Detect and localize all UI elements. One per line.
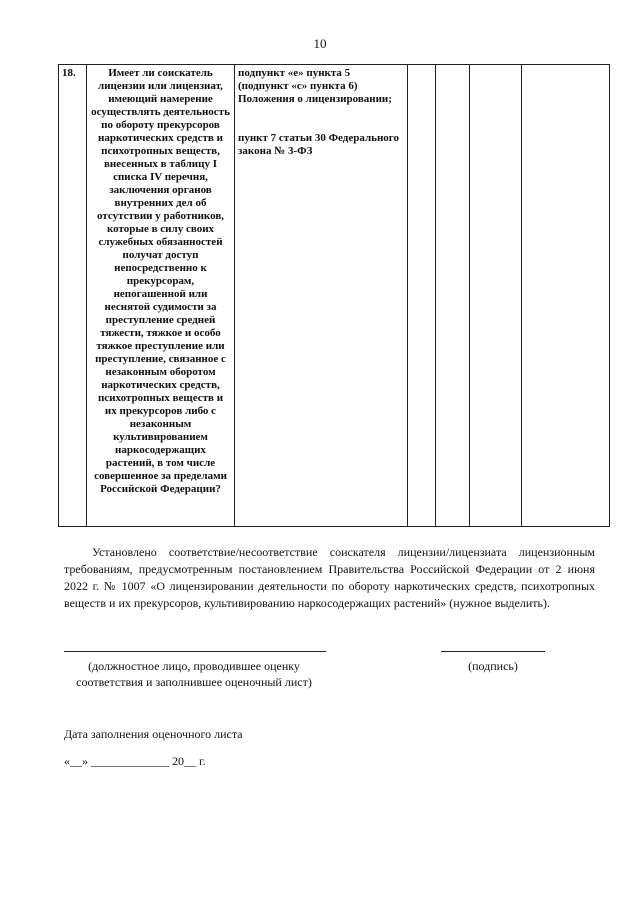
question-line: преступление средней <box>105 314 216 326</box>
signature-caption: (подпись) <box>468 659 518 673</box>
reference-line: закона № 3-ФЗ <box>238 145 313 157</box>
question-line: незаконным оборотом <box>105 366 216 378</box>
question-line: заключения органов <box>109 184 212 196</box>
question-line: психотропных веществ и <box>97 392 224 404</box>
legal-reference-cell <box>235 65 408 527</box>
question-line: Имеет ли соискатель <box>108 67 213 79</box>
signature-line <box>441 651 545 652</box>
question-line: совершенное за пределами <box>94 470 227 482</box>
answer-cell-not-applicable <box>470 65 522 527</box>
question-line: тяжести, тяжкое и особо <box>100 327 221 339</box>
criteria-table <box>58 64 610 527</box>
reference-line: пункт 7 статьи 30 Федерального <box>238 132 400 144</box>
table-row <box>59 65 610 527</box>
row-number: 18. <box>59 65 87 527</box>
question-line: служебных обязанностей <box>98 236 223 248</box>
official-caption-line1: (должностное лицо, проводившее оценку <box>88 659 300 673</box>
official-signature-line <box>64 651 326 652</box>
question-line: внесенных в таблицу I <box>103 158 218 170</box>
question-cell <box>87 65 235 527</box>
question-line: тяжкое преступление или <box>96 340 225 352</box>
question-line: Российской Федерации? <box>100 483 221 495</box>
question-line: незаконным <box>129 418 192 430</box>
question-line: психотропных веществ, <box>101 145 220 157</box>
reference-line: Положения о лицензировании; <box>238 93 392 105</box>
reference-block-2 <box>238 132 404 158</box>
question-line: по обороту прекурсоров <box>101 119 220 131</box>
answer-cell-note <box>522 65 610 527</box>
page-number: 10 <box>313 36 327 51</box>
answer-cell-no <box>436 65 470 527</box>
answer-cell-yes <box>408 65 436 527</box>
question-line: отсутствии у работников, <box>96 210 225 222</box>
reference-line: подпункт «е» пункта 5 <box>238 67 351 79</box>
reference-block-1 <box>238 67 404 106</box>
question-line: растений, в том числе <box>105 457 216 469</box>
question-line: непогашенной или <box>113 288 208 300</box>
question-line: осуществлять деятельность <box>91 106 230 118</box>
question-line: которые в силу своих <box>106 223 215 235</box>
question-line: получат доступ <box>122 249 199 261</box>
question-line: внутренних дел об <box>114 197 207 209</box>
conclusion-paragraph: Установлено соответствие/несоответствие соискателя лицензии/лицензиата лицензионным требованиям, предусмотренным постановлением Правительства Российской Федерации от 2 июня 2022 г. № 1007 «О лицензировании деятельности по обороту наркотических средств, психотропных веществ и их прекурсоров, культивированию наркосодержащих растений» (нужное выделить). <box>64 545 595 610</box>
question-line: непосредственно к <box>114 262 207 274</box>
question-line: наркотических средств, <box>101 379 220 391</box>
fill-date-template: «__» _____________ 20__ г. <box>64 754 206 768</box>
official-caption-line2: соответствия и заполнившее оценочный лист) <box>76 675 312 689</box>
fill-date-label: Дата заполнения оценочного листа <box>64 727 243 741</box>
question-line: их прекурсоров либо с <box>104 405 217 417</box>
question-line: наркотических средств и <box>98 132 223 144</box>
question-line: наркосодержащих <box>115 444 206 456</box>
question-line: прекурсорам, <box>126 275 195 287</box>
question-line: преступление, связанное с <box>95 353 226 365</box>
question-line: культивированием <box>113 431 208 443</box>
official-caption <box>56 658 332 690</box>
question-line: лицензии или лицензиат, <box>98 80 223 92</box>
question-line: имеющий намерение <box>108 93 213 105</box>
reference-line: (подпункт «с» пункта 6) <box>238 80 358 92</box>
question-line: списка IV перечня, <box>113 171 208 183</box>
question-line: неснятой судимости за <box>104 301 217 313</box>
